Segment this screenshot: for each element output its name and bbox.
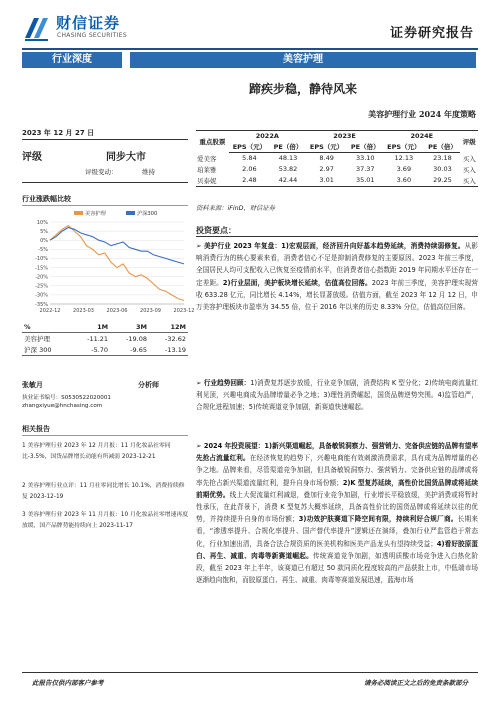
- footer-divider: [22, 672, 478, 673]
- bullet-icon: ➢: [196, 442, 204, 450]
- para-lead: 4)看好胶原蛋白、再生、减重、肉毒等新赛道崛起。: [196, 539, 478, 560]
- table-cell: 3.01: [306, 175, 347, 187]
- para-text: 长期来看，“渗透率提升、合规化率提升、国产替代率提升”逻辑还在演绎，叠加行业严监管趋于常态化，行业加速出清，具备合法合规资质的医美机构和医美产品龙头有望持续受益；: [196, 515, 479, 548]
- table-header-cell: 1M: [71, 322, 110, 333]
- analyst-name: 张敏月: [22, 381, 43, 389]
- table-cell: 3.69: [396, 165, 412, 173]
- key-stocks-table: [196, 130, 478, 187]
- table-cell: 29.25: [425, 175, 461, 187]
- table-header-cell: 重点股票: [196, 131, 229, 153]
- table-cell: -11.21: [87, 334, 109, 343]
- table-cell: 3.60: [383, 175, 424, 187]
- table-row: [196, 175, 478, 187]
- para-lead: 3)功效护肤赛道下降空间有限，持续利好合规厂商。: [298, 515, 458, 524]
- para-text: 2023 年前三季度，美容护理实现营收 633.28 亿元，同比增长 4.14%，增长显著放缓。估值方面，截至 2023 年 12 月 12 日，申万美容护理板块市盈率为 34.55 倍，位于 2016 年以来的历史 8.33% 分位，估值高位回落。: [196, 278, 478, 312]
- chart-legend: [74, 209, 157, 217]
- table-row: [196, 164, 478, 175]
- footer-disclaimer: 请务必阅读正文之后的免责条款部分: [364, 679, 468, 687]
- x-tick-label: 2023-12: [173, 308, 195, 314]
- para-text: 从影响消费行为的核心要素来看，消费者信心不足是抑制消费修复的主要原因。2023 年前三季度，全国居民人均可支配收入已恢复至疫情前水平，但消费者信心指数距 2019 年同期水平还存在一定差距。: [196, 242, 479, 287]
- table-cell: -19.08: [126, 334, 148, 343]
- footer-left: 此报告仅供内部客户参考: [32, 679, 104, 687]
- report-category: 行业深度: [52, 54, 92, 65]
- performance-table: [22, 322, 188, 356]
- rating-cell: 买入: [462, 154, 476, 163]
- table-cell: 23.18: [433, 154, 452, 163]
- analyst-certificate: 执业证书编号：S0530522020001: [22, 395, 111, 401]
- y-tick-label: -10%: [35, 256, 48, 263]
- chart-y-ticks: [35, 220, 48, 308]
- rating-change-value: 维持: [142, 168, 155, 176]
- chart-grid: [50, 222, 184, 304]
- rating-cell: 买入: [460, 175, 478, 187]
- rating-label: 评级: [22, 152, 42, 163]
- brand-name-en: CHASING SECURITIES: [57, 32, 127, 39]
- legend-label: 美容护理: [85, 211, 106, 217]
- paragraph-outlook: [196, 440, 478, 586]
- table-source: 资料来源：iFinD，财信证券: [196, 205, 275, 212]
- performance-chart: [22, 208, 195, 316]
- paragraph-review: [196, 240, 478, 313]
- y-tick-label: -30%: [35, 292, 48, 299]
- x-tick-label: 2023-03: [73, 308, 94, 314]
- y-tick-label: -15%: [35, 265, 48, 272]
- y-tick-label: -25%: [35, 283, 48, 290]
- table-row: [196, 153, 478, 164]
- para-text: 在经济恢复的趋势下，兴趣电商能有效刺激消费需求，具有成为品牌增量的必争之地。品牌来看，尽管渠道竞争加剧，但具备敏锐洞察力、强营销力、完备供应链的品牌或将率先抢占新兴渠道流量红利，提升自身市场份额；: [196, 454, 479, 487]
- table-header-row: [196, 141, 478, 153]
- x-tick-label: 2023-06: [106, 308, 128, 314]
- table-cell: 沪深 300: [22, 344, 71, 356]
- related-report-item[interactable]: 2 美容护理行业点评：11 月社零同比增长 10.1%，消费持续修复 2023-12-19: [22, 483, 185, 500]
- header-divider: [22, 48, 478, 50]
- paragraph-trends: [196, 377, 478, 414]
- table-cell: -9.65: [110, 344, 149, 356]
- table-cell: 12.13: [394, 154, 414, 163]
- rating-value: 同步大市: [106, 152, 146, 163]
- table-header-cell: 2023E: [306, 131, 383, 142]
- report-date: 2023 年 12 月 27 日: [22, 129, 95, 137]
- para-lead: 2)行业层面，美护板块增长延续，估值高位回落。: [222, 278, 372, 287]
- table-header-cell: EPS（元）: [383, 141, 424, 153]
- related-reports-title: 相关报告: [22, 425, 50, 433]
- bullet-icon: ➢: [196, 242, 204, 250]
- analyst-email[interactable]: zhangxiyue@hnchasing.com: [22, 403, 103, 409]
- industry-band: [130, 52, 476, 68]
- divider: [22, 139, 188, 140]
- y-tick-label: 10%: [36, 219, 48, 226]
- page-subtitle: 美容护理行业 2024 年度策略: [368, 109, 476, 119]
- rating-cell: 买入: [462, 165, 476, 174]
- stock-name[interactable]: 珀莱雅: [197, 165, 217, 174]
- report-category-band: [22, 52, 122, 68]
- para-lead: 2024 年投资展望：1)新兴渠道崛起，具备敏锐洞察力、强营销力、完备供应链的品牌有望率先抢占流量红利。: [196, 442, 478, 463]
- related-report-item[interactable]: 3 美容护理行业 2023 年 11 月月报：10 月化妆品社零增速再度放缓，国产品牌势能持续向上 2023-11-17: [22, 512, 188, 529]
- table-row: [22, 333, 188, 345]
- stock-name[interactable]: 爱美客: [197, 154, 217, 163]
- table-cell: -13.19: [149, 344, 188, 356]
- brand-name-cn: 财信证券: [56, 14, 121, 32]
- bullet-icon: ➢: [196, 379, 204, 387]
- table-cell: 8.49: [319, 154, 334, 163]
- table-cell: 30.03: [433, 165, 452, 173]
- table-row: [22, 344, 188, 356]
- table-header-cell: 3M: [110, 322, 149, 333]
- table-header-cell: 2024E: [383, 131, 460, 142]
- divider: [22, 205, 188, 206]
- x-tick-label: 2022-12: [39, 308, 61, 314]
- industry-name: 美容护理: [283, 54, 323, 65]
- divider: [196, 236, 478, 237]
- table-header-cell: EPS（元）: [306, 141, 347, 153]
- divider: [22, 182, 188, 183]
- table-header-cell: 12M: [149, 322, 188, 333]
- table-header-cell: 2022A: [229, 131, 306, 142]
- chart-series: [50, 226, 184, 301]
- investment-highlights-title: 投资要点：: [196, 226, 236, 235]
- table-header-cell: PE（倍）: [425, 141, 461, 153]
- brand-logo-icon: [22, 14, 52, 42]
- stock-name[interactable]: 贝泰妮: [196, 175, 229, 187]
- divider: [22, 435, 188, 436]
- table-cell: 33.10: [355, 154, 375, 163]
- legend-swatch: [74, 211, 83, 215]
- series-line: [50, 226, 184, 301]
- y-tick-label: -5%: [38, 247, 48, 254]
- table-cell: 35.01: [347, 175, 383, 187]
- para-lead: 2)K 型复苏延续，高性价比国货品牌或将延续前期优势。: [196, 478, 478, 499]
- table-header-cell: 评级: [460, 131, 478, 153]
- table-cell: 美容护理: [24, 335, 50, 343]
- para-lead: 行业趋势回顾：: [203, 379, 251, 387]
- para-text: 传统赛道竞争加剧，如透明质酸市场竞争进入白热化阶段，截至 2023 年上半年，该赛道已有超过 50 款同质化程度较高的产品获批上市，中低端市场逐渐趋向饱和，而胶原蛋白、再生、减重、肉毒等赛道发展迅速，蓝海市场: [196, 551, 478, 585]
- table-cell: -5.70: [71, 344, 110, 356]
- table-header-row: [196, 131, 478, 142]
- table-cell: 48.13: [278, 154, 298, 163]
- y-tick-label: 0%: [40, 238, 48, 245]
- document-type: 证券研究报告: [389, 26, 474, 41]
- y-tick-label: -35%: [35, 301, 48, 308]
- table-cell: 5.84: [242, 154, 257, 163]
- para-text: 1)消费复苏逐步放缓，行业竞争加剧，消费结构 K 型分化；2)传统电商流量红利见顶，兴趣电商成为品牌增量必争之地；3)理性消费崛起，国货品牌逆势突围。4)监管趋严，合规化进程加速；5)传统赛道竞争加剧，新赛道快速崛起。: [196, 379, 478, 412]
- legend-swatch: [126, 211, 135, 215]
- y-tick-label: -20%: [35, 274, 48, 281]
- brand-logo: [22, 12, 127, 46]
- table-header-cell: EPS（元）: [229, 141, 270, 153]
- legend-label: 沪深300: [137, 211, 158, 217]
- related-report-item[interactable]: 1 美容护理行业 2023 年 12 月月报：11 月化妆品社零同比-3.5%，国货品牌增长动能有所减弱 2023-12-21: [22, 443, 171, 460]
- table-cell: 42.44: [270, 175, 306, 187]
- table-cell: 2.48: [229, 175, 270, 187]
- table-cell: 2.06: [242, 165, 257, 173]
- y-tick-label: 5%: [40, 228, 48, 235]
- table-cell: -32.62: [165, 334, 186, 343]
- chart-x-ticks: [40, 308, 195, 314]
- analyst-role: 分析师: [138, 381, 159, 389]
- para-text: 线上大促流量红利减退，叠加行业竞争加剧，行业增长平稳放缓，美护消费或将暂时性承压，在此背景下，消费 K 型复苏大概率延续，具备高性价比的国货品牌或将延续以往的优势，并持续提升自身的市场份额；: [196, 490, 479, 524]
- table-header-cell: %: [22, 322, 71, 333]
- table-header-cell: PE（倍）: [270, 141, 306, 153]
- x-tick-label: 2023-09: [140, 308, 161, 314]
- rating-change-label: 评级变动：: [85, 168, 118, 176]
- table-cell: 2.97: [319, 165, 334, 173]
- table-cell: 53.82: [278, 165, 298, 173]
- table-header-cell: PE（倍）: [347, 141, 383, 153]
- chart-title: 行业涨跌幅比较: [22, 195, 71, 203]
- table-cell: 37.37: [355, 165, 375, 173]
- para-lead: 美护行业 2023 年复盘：1)宏观层面，经济回升向好基本趋势延续，消费持续弱修复。: [203, 242, 465, 250]
- page-title: 蹄疾步稳，静待风来: [248, 82, 357, 96]
- table-header-row: [22, 322, 188, 333]
